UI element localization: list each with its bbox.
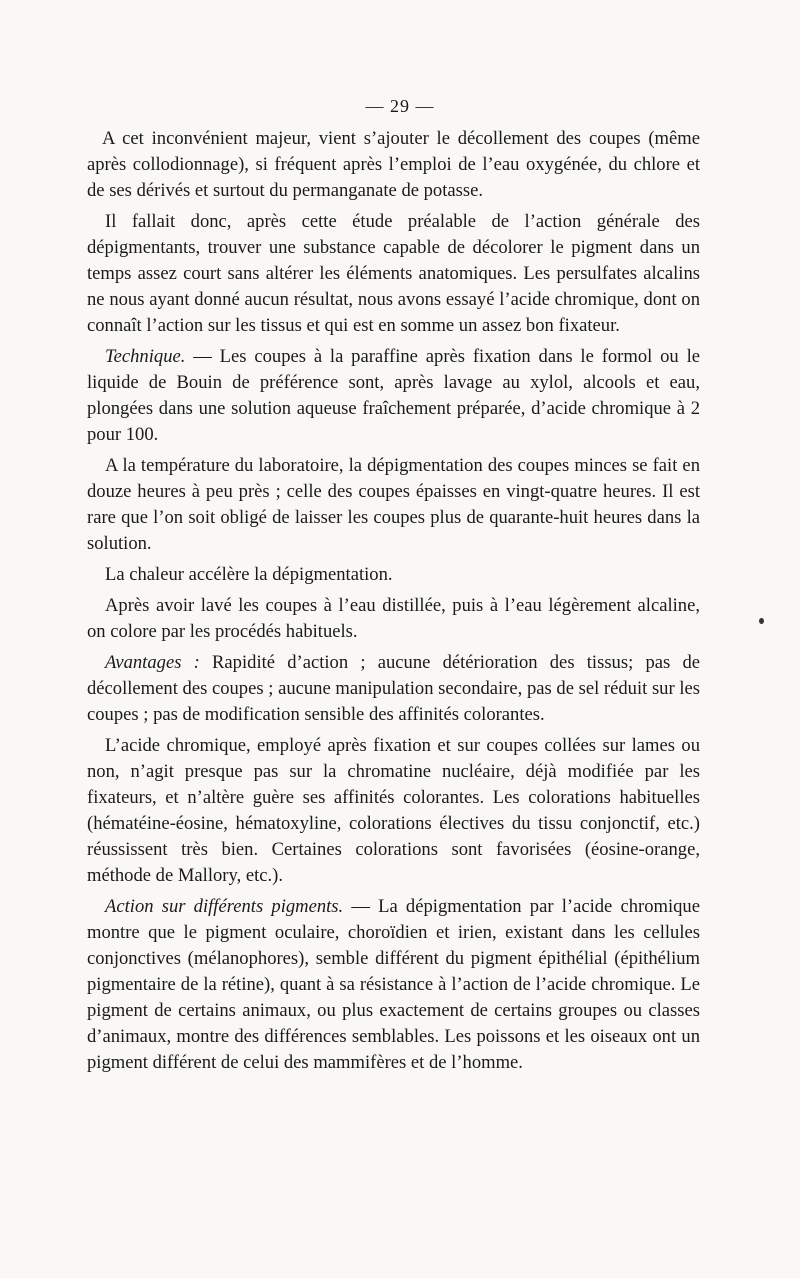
- paragraph-text: Il fallait donc, après cette étude préalable de l’action générale des dépigmentants, trouver une substance capable de décolorer le pigment dans un temps assez court sans altérer les éléments anatomiques. Les persulfates alcalins ne nous ayant donné aucun résultat, nous avons essayé l’acide chromique, dont on connaît l’action sur les tissus et qui est en somme un assez bon fixateur.: [87, 211, 700, 336]
- paragraph-avantages: [87, 650, 700, 728]
- section-lead-action: Action sur différents pigments.: [105, 896, 344, 917]
- section-lead-avantages: Avantages :: [105, 652, 200, 673]
- paragraph-text: — Les coupes à la paraffine après fixation dans le formol ou le liquide de Bouin de préférence sont, après lavage au xylol, alcools et eau, plongées dans une solution aqueuse fraîchement préparée, d’acide chromique à 2 pour 100.: [87, 346, 700, 445]
- body-text: [87, 126, 700, 1081]
- paragraph-2: [87, 209, 700, 339]
- paragraph-technique: [87, 344, 700, 448]
- ink-spot: [759, 618, 764, 624]
- paragraph-4: [87, 453, 700, 557]
- paragraph-6: [87, 593, 700, 645]
- paragraph-text: A cet inconvénient majeur, vient s’ajouter le décollement des coupes (même après collodionnage), si fréquent après l’emploi de l’eau oxygénée, du chlore et de ses dérivés et surtout du permanganate de potasse.: [87, 128, 700, 201]
- paragraph-text: A la température du laboratoire, la dépigmentation des coupes minces se fait en douze heures à peu près ; celle des coupes épaisses en vingt-quatre heures. Il est rare que l’on soit obligé de laisser les coupes plus de quarante-huit heures dans la solution.: [87, 455, 700, 554]
- paragraph-text: L’acide chromique, employé après fixation et sur coupes collées sur lames ou non, n’agit presque pas sur la chromatine nucléaire, déjà modifiée par les fixateurs, et n’altère guère ses affinités colorantes. Les colorations habituelles (hématéine-éosine, hématoxyline, colorations électives du tissu conjonctif, etc.) réussissent très bien. Certaines colorations sont favorisées (éosine-orange, méthode de Mallory, etc.).: [87, 735, 700, 886]
- paragraph-action: [87, 894, 700, 1076]
- paragraph-text: Rapidité d’action ; aucune détérioration des tissus; pas de décollement des coupes ; aucune manipulation secondaire, pas de sel réduit sur les coupes ; pas de modification sensible des affinités colorantes.: [87, 652, 700, 725]
- paragraph-text: — La dépigmentation par l’acide chromique montre que le pigment oculaire, choroïdien et irien, existant dans les cellules conjonctives (mélanophores), semble différent du pigment épithélial (épithélium pigmentaire de la rétine), quant à sa résistance à l’action de l’acide chromique. Le pigment de certains animaux, ou plus exactement de certains groupes ou classes d’animaux, montre des différences semblables. Les poissons et les oiseaux ont un pigment différent de celui des mammifères et de l’homme.: [87, 896, 700, 1073]
- paragraph-8: [87, 733, 700, 889]
- section-lead-technique: Technique.: [105, 346, 186, 367]
- paragraph-text: La chaleur accélère la dépigmentation.: [105, 564, 393, 585]
- paragraph-text: Après avoir lavé les coupes à l’eau distillée, puis à l’eau légèrement alcaline, on colore par les procédés habituels.: [87, 595, 700, 642]
- paragraph-1: [87, 126, 700, 204]
- page-number: — 29 —: [365, 96, 435, 116]
- paragraph-5: [87, 562, 700, 588]
